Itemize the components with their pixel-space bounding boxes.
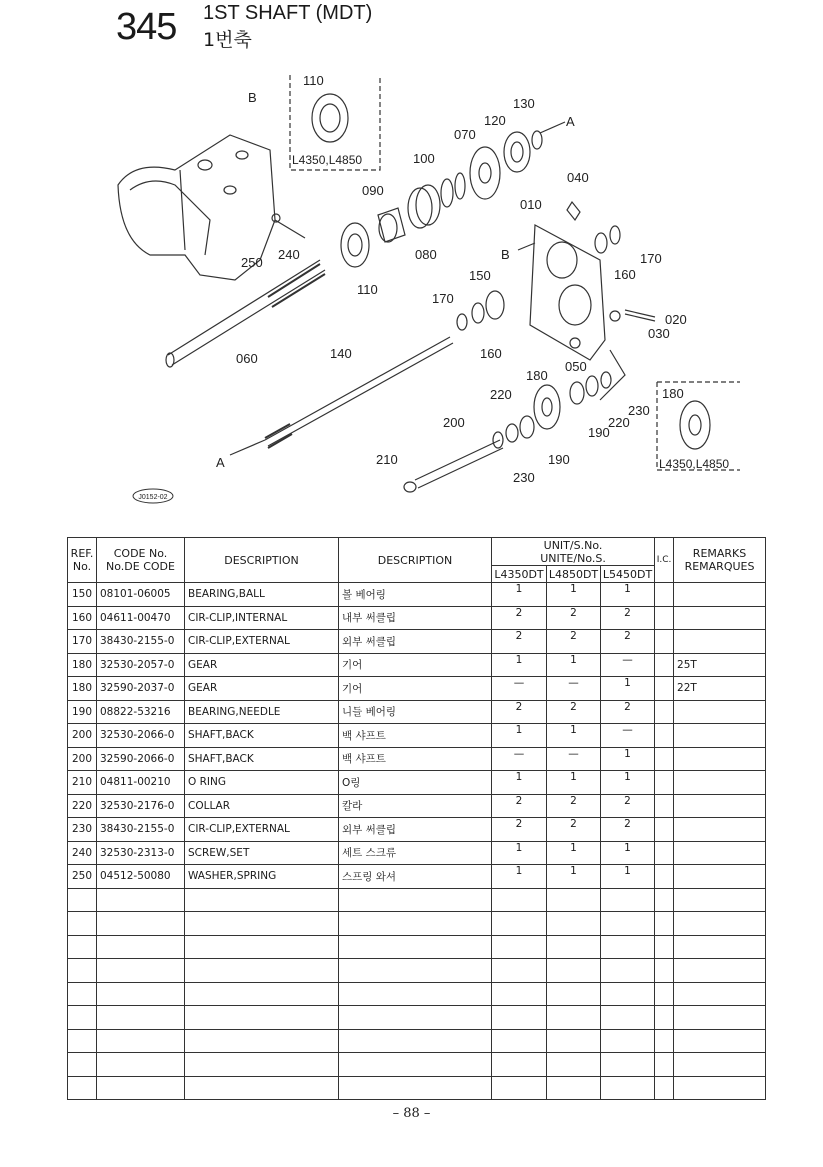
cell-code: 08822-53216 [97,700,185,724]
cell-code: 04512-50080 [97,865,185,889]
callout: 050 [565,359,587,374]
cell-ref: 230 [68,818,97,842]
exploded-parts-diagram [0,60,823,520]
cell-q3: 2 [601,630,655,654]
cell-q3: 1 [601,677,655,701]
empty-cell [339,912,492,936]
cell-remarks: 25T [674,653,766,677]
empty-cell [492,912,547,936]
table-row [68,653,766,677]
cell-desc: WASHER,SPRING [185,865,339,889]
empty-cell [97,1006,185,1030]
parts-table-body [68,583,766,1100]
cell-desc: SHAFT,BACK [185,747,339,771]
empty-cell [185,888,339,912]
cell-q1: — [492,677,547,701]
empty-cell [655,982,674,1006]
cell-remarks [674,606,766,630]
cell-ref: 220 [68,794,97,818]
empty-cell [674,935,766,959]
cell-q1: 1 [492,724,547,748]
callout: 180 [526,368,548,383]
cell-remarks [674,747,766,771]
cell-desc-kr: 외부 써클립 [339,818,492,842]
cell-ic [655,818,674,842]
cell-ref: 150 [68,583,97,607]
table-row [68,794,766,818]
cell-q2: 2 [547,700,601,724]
cell-q2: 1 [547,724,601,748]
empty-cell [97,1029,185,1053]
page-subtitle-korean: 1번축 [203,29,252,51]
cell-code: 32530-2176-0 [97,794,185,818]
empty-cell [492,982,547,1006]
empty-cell [601,1029,655,1053]
cell-code: 38430-2155-0 [97,818,185,842]
cell-q1: 2 [492,794,547,818]
cell-ref: 180 [68,677,97,701]
callout: L4350,L4850 [292,153,363,167]
cell-q3: 2 [601,606,655,630]
cell-remarks [674,724,766,748]
empty-cell [655,959,674,983]
callout: 220 [608,415,630,430]
empty-cell [674,1053,766,1077]
cell-ref: 160 [68,606,97,630]
empty-cell [601,959,655,983]
page-section-number: 345 [116,6,177,48]
callout: 160 [480,346,502,361]
header-description: DESCRIPTION [185,538,339,583]
diagram-drawing [118,75,740,492]
diagram-callouts [216,73,729,485]
callout: 140 [330,346,352,361]
cell-q3: 2 [601,700,655,724]
cell-q2: — [547,677,601,701]
diagram-code: J0152-02 [138,494,168,501]
table-row [68,818,766,842]
table-row [68,865,766,889]
empty-cell [674,982,766,1006]
table-row [68,583,766,607]
empty-cell [492,888,547,912]
empty-cell [601,1053,655,1077]
table-row [68,1076,766,1100]
header-ref: REF. No. [68,538,97,583]
cell-q2: 1 [547,841,601,865]
callout: 230 [513,470,535,485]
cell-q2: 2 [547,794,601,818]
empty-cell [68,1076,97,1100]
callout: 070 [454,127,476,142]
cell-remarks [674,865,766,889]
cell-code: 32590-2037-0 [97,677,185,701]
empty-cell [674,888,766,912]
empty-cell [339,1053,492,1077]
cell-ref: 200 [68,724,97,748]
cell-desc-kr: 칼라 [339,794,492,818]
empty-cell [601,1076,655,1100]
cell-code: 32530-2313-0 [97,841,185,865]
cell-q1: 1 [492,771,547,795]
cell-ic [655,865,674,889]
cell-ic [655,794,674,818]
empty-cell [674,1029,766,1053]
empty-cell [601,1006,655,1030]
cell-q2: 2 [547,630,601,654]
cell-q2: 1 [547,583,601,607]
callout: A [216,455,225,470]
cell-q3: — [601,653,655,677]
cell-q3: 1 [601,841,655,865]
cell-ref: 190 [68,700,97,724]
empty-cell [68,1006,97,1030]
cell-desc-kr: 외부 써클립 [339,630,492,654]
empty-cell [492,1053,547,1077]
callout: 120 [484,113,506,128]
callout: 110 [303,73,324,88]
empty-cell [68,912,97,936]
cell-ic [655,841,674,865]
header-description-korean: DESCRIPTION [339,538,492,583]
table-row [68,959,766,983]
cell-desc: O RING [185,771,339,795]
empty-cell [601,912,655,936]
empty-cell [97,1076,185,1100]
empty-cell [547,935,601,959]
cell-code: 38430-2155-0 [97,630,185,654]
callout: 230 [628,403,650,418]
table-row [68,1029,766,1053]
cell-desc-kr: 니들 베어링 [339,700,492,724]
empty-cell [339,1029,492,1053]
empty-cell [339,982,492,1006]
cell-q2: — [547,747,601,771]
cell-q1: 2 [492,630,547,654]
cell-remarks [674,771,766,795]
callout: 180 [662,386,684,401]
cell-desc: BEARING,NEEDLE [185,700,339,724]
callout: 130 [513,96,535,111]
cell-code: 32530-2057-0 [97,653,185,677]
table-row [68,1053,766,1077]
empty-cell [674,959,766,983]
empty-cell [492,1076,547,1100]
cell-code: 08101-06005 [97,583,185,607]
cell-desc-kr: 기어 [339,677,492,701]
table-row [68,841,766,865]
empty-cell [674,1076,766,1100]
cell-remarks [674,583,766,607]
cell-remarks [674,700,766,724]
empty-cell [547,1029,601,1053]
cell-desc-kr: 백 샤프트 [339,724,492,748]
empty-cell [339,959,492,983]
cell-code: 04611-00470 [97,606,185,630]
cell-desc: SCREW,SET [185,841,339,865]
header-unit: UNIT/S.No. UNITE/No.S. [492,538,655,566]
empty-cell [339,888,492,912]
callout: A [566,114,575,129]
empty-cell [339,1076,492,1100]
cell-q2: 2 [547,818,601,842]
callout: 100 [413,151,435,166]
empty-cell [185,1076,339,1100]
cell-desc: GEAR [185,677,339,701]
callout: 160 [614,267,636,282]
callout: 220 [490,387,512,402]
empty-cell [185,912,339,936]
cell-q3: — [601,724,655,748]
cell-remarks [674,818,766,842]
table-row [68,888,766,912]
table-row [68,771,766,795]
empty-cell [492,1006,547,1030]
cell-ref: 200 [68,747,97,771]
empty-cell [97,912,185,936]
cell-ic [655,700,674,724]
table-row [68,747,766,771]
empty-cell [97,935,185,959]
table-row [68,1006,766,1030]
table-row [68,677,766,701]
page-number: – 88 – [392,1106,431,1121]
callout: B [248,90,257,105]
empty-cell [655,912,674,936]
empty-cell [68,1029,97,1053]
empty-cell [547,982,601,1006]
cell-q1: 2 [492,700,547,724]
callout: 110 [357,282,378,297]
cell-ref: 170 [68,630,97,654]
empty-cell [601,888,655,912]
empty-cell [674,1006,766,1030]
cell-desc-kr: 스프링 와셔 [339,865,492,889]
empty-cell [185,959,339,983]
cell-q2: 1 [547,865,601,889]
table-row [68,606,766,630]
header-code: CODE No. No.DE CODE [97,538,185,583]
callout: 190 [548,452,570,467]
empty-cell [547,1053,601,1077]
callout: 010 [520,197,542,212]
cell-q1: 2 [492,606,547,630]
empty-cell [339,1006,492,1030]
cell-q3: 2 [601,818,655,842]
empty-cell [185,1053,339,1077]
empty-cell [97,888,185,912]
cell-code: 04811-00210 [97,771,185,795]
empty-cell [601,982,655,1006]
empty-cell [339,935,492,959]
empty-cell [185,1029,339,1053]
callout: 090 [362,183,384,198]
cell-desc: BEARING,BALL [185,583,339,607]
cell-q3: 1 [601,865,655,889]
callout: 200 [443,415,465,430]
empty-cell [97,959,185,983]
empty-cell [674,912,766,936]
cell-ic [655,771,674,795]
cell-q1: 1 [492,841,547,865]
empty-cell [655,1076,674,1100]
cell-desc: CIR-CLIP,INTERNAL [185,606,339,630]
callout: 210 [376,452,398,467]
header-model: L4850DT [547,566,601,583]
cell-remarks: 22T [674,677,766,701]
empty-cell [547,912,601,936]
callout: 240 [278,247,300,262]
header-ic: I.C. [655,538,674,583]
cell-q1: 1 [492,865,547,889]
empty-cell [655,1006,674,1030]
cell-remarks [674,630,766,654]
empty-cell [68,935,97,959]
cell-ic [655,724,674,748]
callout: 020 [665,312,687,327]
table-row [68,700,766,724]
cell-q2: 1 [547,653,601,677]
cell-ic [655,630,674,654]
empty-cell [185,982,339,1006]
table-row [68,982,766,1006]
header-remarks: REMARKS REMARQUES [674,538,766,583]
cell-q1: 2 [492,818,547,842]
cell-q3: 2 [601,794,655,818]
cell-ref: 180 [68,653,97,677]
empty-cell [68,982,97,1006]
empty-cell [655,1053,674,1077]
empty-cell [185,935,339,959]
cell-desc-kr: 볼 베어링 [339,583,492,607]
callout: 170 [432,291,454,306]
cell-code: 32530-2066-0 [97,724,185,748]
callout: 250 [241,255,263,270]
empty-cell [68,888,97,912]
empty-cell [547,959,601,983]
table-row [68,935,766,959]
cell-ic [655,677,674,701]
empty-cell [492,959,547,983]
callout: L4350,L4850 [659,457,730,471]
table-row [68,724,766,748]
page-title: 1ST SHAFT (MDT) [203,2,373,24]
cell-q3: 1 [601,747,655,771]
callout: 170 [640,251,662,266]
cell-ic [655,606,674,630]
callout: 060 [236,351,258,366]
cell-desc: SHAFT,BACK [185,724,339,748]
cell-ic [655,653,674,677]
cell-ic [655,747,674,771]
cell-ref: 240 [68,841,97,865]
diagram-code-badge [133,489,173,503]
empty-cell [655,1029,674,1053]
table-row [68,912,766,936]
empty-cell [655,888,674,912]
empty-cell [492,935,547,959]
cell-q1: 1 [492,653,547,677]
cell-desc: COLLAR [185,794,339,818]
empty-cell [601,935,655,959]
callout: 040 [567,170,589,185]
empty-cell [547,1076,601,1100]
cell-ic [655,583,674,607]
cell-desc: CIR-CLIP,EXTERNAL [185,630,339,654]
cell-q1: 1 [492,583,547,607]
cell-desc-kr: 백 샤프트 [339,747,492,771]
cell-q2: 2 [547,606,601,630]
callout: 030 [648,326,670,341]
cell-code: 32590-2066-0 [97,747,185,771]
parts-table [67,537,766,1100]
empty-cell [655,935,674,959]
cell-desc-kr: 세트 스크류 [339,841,492,865]
callout: 080 [415,247,437,262]
cell-desc-kr: O링 [339,771,492,795]
cell-q3: 1 [601,771,655,795]
cell-q3: 1 [601,583,655,607]
callout: 150 [469,268,491,283]
empty-cell [97,982,185,1006]
cell-ref: 250 [68,865,97,889]
cell-desc: CIR-CLIP,EXTERNAL [185,818,339,842]
header-model: L5450DT [601,566,655,583]
cell-remarks [674,841,766,865]
cell-desc-kr: 내부 써클립 [339,606,492,630]
cell-remarks [674,794,766,818]
cell-desc: GEAR [185,653,339,677]
empty-cell [68,959,97,983]
callout: B [501,247,510,262]
empty-cell [68,1053,97,1077]
empty-cell [547,1006,601,1030]
empty-cell [97,1053,185,1077]
header-model: L4350DT [492,566,547,583]
cell-desc-kr: 기어 [339,653,492,677]
empty-cell [185,1006,339,1030]
cell-q1: — [492,747,547,771]
callout: 190 [588,425,610,440]
cell-q2: 1 [547,771,601,795]
empty-cell [492,1029,547,1053]
cell-ref: 210 [68,771,97,795]
empty-cell [547,888,601,912]
table-row [68,630,766,654]
